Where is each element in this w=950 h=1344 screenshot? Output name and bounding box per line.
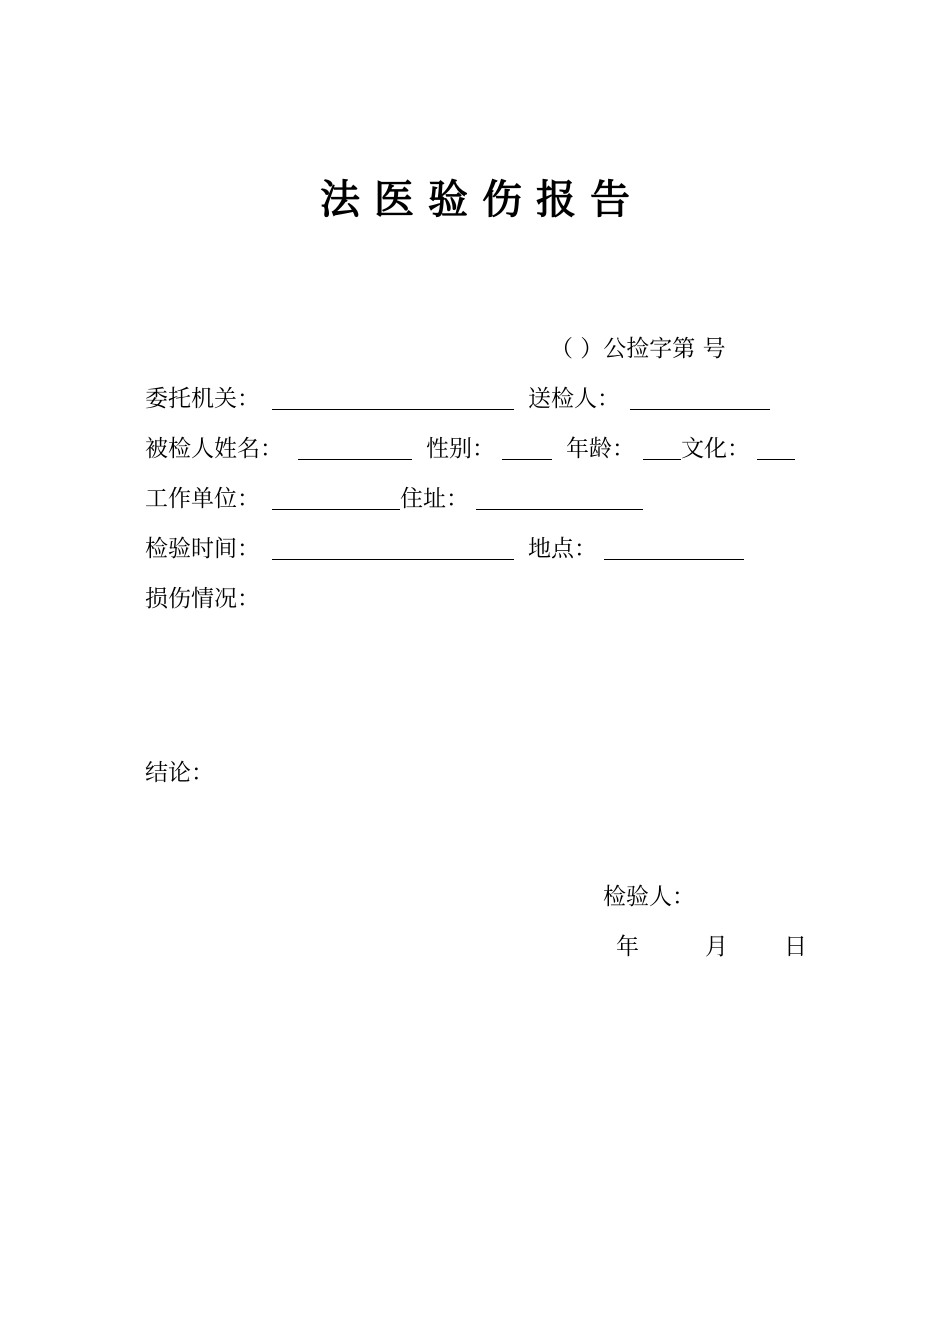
- date-year: 年: [616, 934, 639, 960]
- label-work-unit: 工作单位：: [145, 486, 260, 512]
- submitter-blank[interactable]: [630, 409, 770, 410]
- location-blank[interactable]: [604, 559, 744, 560]
- examinee-name-blank[interactable]: [298, 459, 412, 460]
- label-age: 年龄：: [566, 436, 635, 462]
- age-blank[interactable]: [643, 459, 681, 460]
- document-number: （ ）公捡字第 号: [550, 336, 726, 362]
- label-location: 地点：: [528, 536, 597, 562]
- work-unit-blank[interactable]: [272, 509, 400, 510]
- label-entrusting-agency: 委托机关：: [145, 386, 260, 412]
- label-exam-time: 检验时间：: [145, 536, 260, 562]
- label-education: 文化：: [681, 436, 750, 462]
- entrusting-agency-blank[interactable]: [272, 409, 514, 410]
- report-title: 法医验伤报告: [320, 176, 644, 223]
- label-address: 住址：: [400, 486, 469, 512]
- education-blank[interactable]: [757, 459, 795, 460]
- label-injury: 损伤情况：: [145, 586, 260, 612]
- label-conclusion: 结论：: [145, 760, 214, 786]
- date-day: 日: [784, 934, 807, 960]
- exam-time-blank[interactable]: [272, 559, 514, 560]
- label-examinee-name: 被检人姓名：: [145, 436, 283, 462]
- label-examiner: 检验人：: [603, 884, 695, 910]
- label-gender: 性别：: [426, 436, 495, 462]
- date-month: 月: [705, 934, 728, 960]
- label-submitter: 送检人：: [528, 386, 620, 412]
- gender-blank[interactable]: [502, 459, 552, 460]
- address-blank[interactable]: [476, 509, 643, 510]
